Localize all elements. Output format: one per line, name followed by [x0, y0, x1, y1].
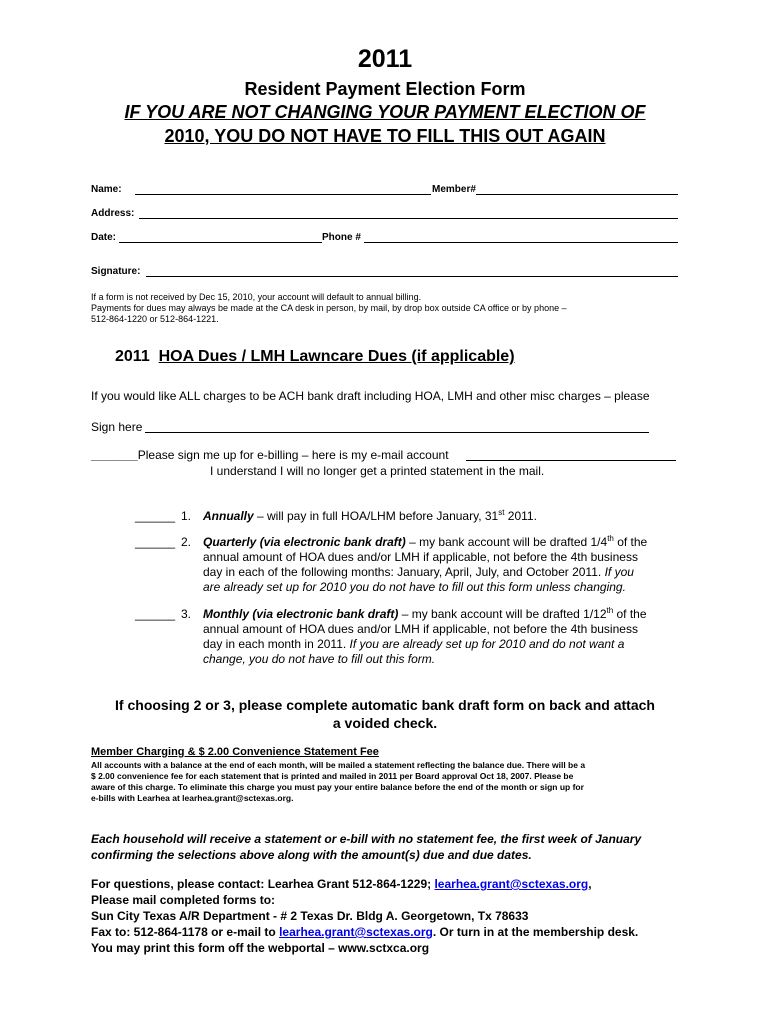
- ach-signature-field[interactable]: [145, 432, 649, 433]
- fee-text-1: All accounts with a balance at the end of each month, will be mailed a statement reflecting the balance due. There will be a: [91, 760, 586, 770]
- option-2-label: Quarterly (via electronic bank draft): [203, 535, 406, 549]
- ebill-email-field[interactable]: [466, 460, 676, 461]
- option-3-line-1: Monthly (via electronic bank draft) – my bank account will be drafted 1/12th of the: [203, 606, 647, 621]
- bank-draft-instruction-2: a voided check.: [332, 715, 438, 731]
- option-1-number: 1.: [181, 509, 192, 523]
- section-heading: [115, 347, 515, 367]
- phone-field[interactable]: [364, 242, 678, 243]
- contact-fax-line: Fax to: 512-864-1178 or e-mail to learhea.grant@sctexas.org. Or turn in at the membership desk.: [91, 925, 639, 939]
- phone-label: Phone #: [322, 232, 361, 243]
- option-2-line-2: annual amount of HOA dues and/or LMH if applicable, not before the 4th business: [203, 550, 638, 564]
- ach-instructions: If you would like ALL charges to be ACH bank draft including HOA, LMH and other misc charges – please: [91, 389, 650, 403]
- form-title: Resident Payment Election Form: [244, 79, 526, 99]
- fee-text-3: aware of this charge. To eliminate this charge you must pay your entire balance before the end of the month or sign up for: [91, 782, 584, 792]
- option-3-line-3: day in each month in 2011. If you are already set up for 2010 and do not want a: [203, 637, 625, 651]
- date-field[interactable]: [119, 242, 322, 243]
- contact-line-2: Please mail completed forms to:: [91, 893, 276, 907]
- signature-field[interactable]: [146, 276, 678, 277]
- default-billing-note: If a form is not received by Dec 15, 2010, your account will default to annual billing.: [91, 292, 422, 302]
- household-note-2: confirming the selections above along with the amount(s) due and due dates.: [91, 848, 532, 862]
- section-heading-text: HOA Dues / LMH Lawncare Dues (if applicable): [158, 348, 515, 365]
- ebill-checkbox-blank[interactable]: _______: [91, 448, 138, 462]
- option-3-line-4: change, you do not have to fill out this form.: [203, 652, 436, 666]
- section-heading-year: 2011: [115, 348, 150, 365]
- option-2-number: 2.: [181, 535, 192, 549]
- form-year: 2011: [357, 45, 413, 73]
- option-3-label: Monthly (via electronic bank draft): [203, 607, 399, 621]
- name-field[interactable]: [135, 194, 431, 195]
- fee-text-4: e-bills with Learhea at learhea.grant@sctexas.org.: [91, 793, 294, 803]
- option-1-label: Annually: [203, 509, 254, 523]
- ebill-note: I understand I will no longer get a printed statement in the mail.: [210, 464, 545, 478]
- name-label: Name:: [91, 184, 122, 195]
- notice-line-1: IF YOU ARE NOT CHANGING YOUR PAYMENT ELECTION OF: [124, 102, 646, 122]
- option-1-text: Annually – will pay in full HOA/LHM before January, 31st 2011.: [203, 508, 537, 523]
- fax-email-link[interactable]: learhea.grant@sctexas.org: [279, 925, 433, 939]
- date-label: Date:: [91, 232, 117, 243]
- signature-label: Signature:: [91, 266, 141, 277]
- option-3-line-2: annual amount of HOA dues and/or LMH if applicable, not before the 4th business: [203, 622, 638, 636]
- option-3-blank[interactable]: ______: [135, 607, 176, 621]
- household-note-1: Each household will receive a statement or e-bill with no statement fee, the first week of January: [91, 832, 642, 846]
- member-number-field[interactable]: [476, 194, 678, 195]
- option-2-blank[interactable]: ______: [135, 535, 176, 549]
- fee-heading: Member Charging & $ 2.00 Convenience Statement Fee: [91, 746, 379, 758]
- bank-draft-instruction-1: If choosing 2 or 3, please complete automatic bank draft form on back and attach: [115, 697, 655, 713]
- contact-line-1: For questions, please contact: Learhea Grant 512-864-1229; learhea.grant@sctexas.org,: [91, 877, 592, 891]
- address-field[interactable]: [139, 218, 678, 219]
- option-2-line-4: are already set up for 2010 you do not have to fill out this form unless changing.: [203, 580, 626, 594]
- notice-line-2: 2010, YOU DO NOT HAVE TO FILL THIS OUT AGAIN: [164, 126, 606, 146]
- contact-email-link[interactable]: learhea.grant@sctexas.org: [434, 877, 589, 891]
- payment-methods-note: Payments for dues may always be made at the CA desk in person, by mail, by drop box outside CA office or by phone –: [91, 303, 567, 313]
- option-2-line-3: day in each of the following months: January, April, July, and October 2011. If you: [203, 565, 634, 579]
- member-number-label: Member#: [432, 184, 476, 195]
- ebill-option: [91, 448, 449, 463]
- address-label: Address:: [91, 208, 135, 219]
- sign-here-label: Sign here: [91, 420, 143, 434]
- option-3-number: 3.: [181, 607, 192, 621]
- option-2-line-1: Quarterly (via electronic bank draft) – my bank account will be drafted 1/4th of the: [203, 534, 648, 549]
- ebill-text: Please sign me up for e-billing – here is my e-mail account: [137, 448, 449, 462]
- webportal-line: You may print this form off the webportal – www.sctxca.org: [91, 941, 430, 955]
- payment-phone-note: 512-864-1220 or 512-864-1221.: [91, 314, 219, 324]
- contact-address: Sun City Texas A/R Department - # 2 Texas Dr. Bldg A. Georgetown, Tx 78633: [91, 909, 529, 923]
- fee-text-2: $ 2.00 convenience fee for each statement that is printed and mailed in 2011 per Board approval Oct 18, 2007. Please be: [91, 771, 574, 781]
- option-1-blank[interactable]: ______: [135, 509, 176, 523]
